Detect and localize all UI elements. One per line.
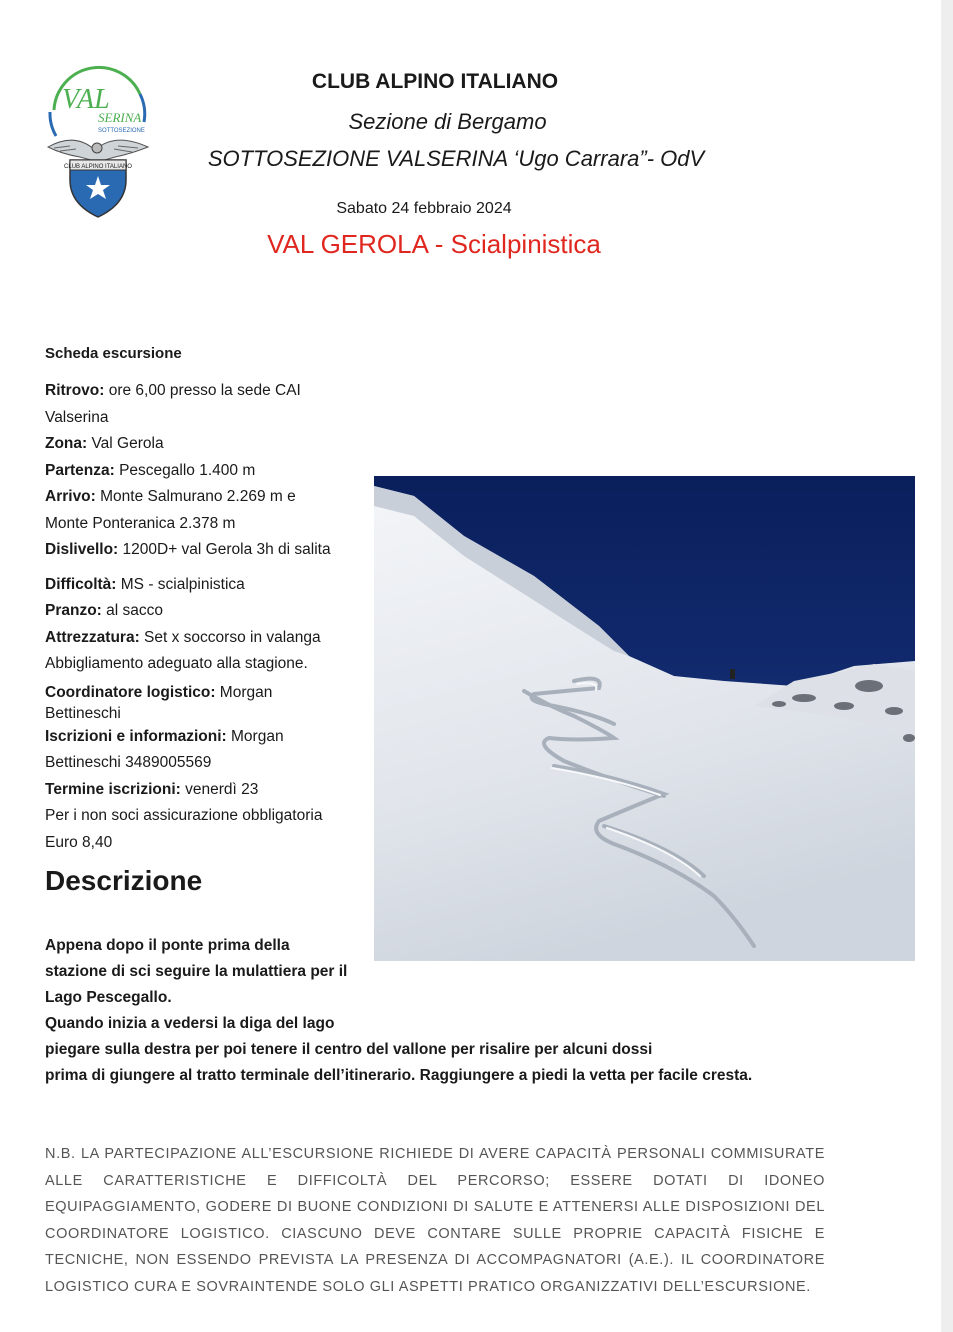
iscrizioni-row-2: Bettineschi 3489005569 (45, 754, 212, 771)
section-title: Sezione di Bergamo (348, 109, 547, 134)
partenza-value: Pescegallo 1.400 m (114, 461, 256, 479)
dislivello-value: 1200D+ val Gerola 3h di salita (118, 541, 331, 558)
scheda-heading: Scheda escursione (45, 345, 182, 362)
descrizione-text (45, 933, 845, 1089)
ski-slope-photo (374, 476, 915, 961)
termine-label: Termine iscrizioni: (45, 780, 181, 798)
dislivello-label: Dislivello: (45, 541, 119, 558)
pranzo-label: Pranzo: (45, 602, 102, 619)
club-title: CLUB ALPINO ITALIANO (311, 70, 559, 93)
coordinatore-row (45, 682, 365, 703)
attrezzatura-label: Attrezzatura: (45, 628, 140, 646)
difficolta-value: MS - scialpinistica (116, 575, 245, 593)
descrizione-line: Quando inizia a vedersi la diga del lago (45, 1015, 335, 1032)
scrollbar[interactable] (941, 0, 953, 1332)
event-title: VAL GEROLA - Scialpinistica (267, 229, 601, 259)
coordinatore-row-2: Bettineschi (45, 704, 121, 722)
iscrizioni-value: Morgan (226, 727, 284, 745)
arrivo-row (45, 484, 365, 511)
abbigliamento-row: Abbigliamento adeguato alla stagione. (45, 655, 308, 672)
descrizione-line: Lago Pescegallo. (45, 989, 172, 1006)
descrizione-line: prima di giungere al tratto terminale dell’itinerario. Raggiungere a piedi la vetta per facile cresta. (45, 1067, 753, 1084)
dislivello-row (45, 537, 365, 564)
logo-badge-text: CLUB ALPINO ITALIANO (64, 164, 132, 170)
coordinatore-label: Coordinatore logistico: (45, 683, 216, 701)
descrizione-line: piegare sulla destra per poi tenere il centro del vallone per risalire per alcuni dossi (45, 1041, 653, 1058)
descrizione-line: stazione di sci seguire la mulattiera per il (45, 963, 348, 980)
zona-label: Zona: (45, 435, 88, 452)
disclaimer-note: N.B. LA PARTECIPAZIONE ALL’ESCURSIONE RICHIEDE DI AVERE CAPACITÀ PERSONALI COMMISURATE ALLE CARATTERISTICHE E DIFFICOLTÀ DEL PERCORSO; ESSERE DOTATI DI IDONEO EQUIPAGGIAMENTO, GODERE DI BUONE CONDIZIONI DI SALUTE E ATTENERSI ALLE DISPOSIZIONI DEL COORDINATORE LOGISTICO. CIASCUNO DEVE CONTARE SULLE PROPRIE CAPACITÀ FISICHE E TECNICHE, NON ESSENDO PREVISTA LA PRESENZA DI ACCOMPAGNATORI (A.E.). IL COORDINATORE LOGISTICO CURA E SOVRAINTENDE SOLO GLI ASPETTI PRATICO ORGANIZZATIVI DELL’ESCURSIONE. (45, 1146, 825, 1295)
zona-value: Val Gerola (87, 435, 164, 452)
difficolta-row (45, 572, 365, 599)
arrivo-row-2: Monte Ponteranica 2.378 m (45, 514, 236, 532)
logo-serina-text: SERINA (98, 110, 142, 125)
coordinatore-value: Morgan (215, 683, 273, 701)
zona-row (45, 431, 365, 458)
partenza-label: Partenza: (45, 461, 115, 479)
pranzo-row (45, 598, 365, 625)
assicurazione-row: Per i non soci assicurazione obbligatoria (45, 807, 323, 824)
iscrizioni-row (45, 724, 365, 751)
subsection-title: SOTTOSEZIONE VALSERINA ‘Ugo Carrara”- OdV (207, 146, 705, 171)
ritrovo-row (45, 378, 365, 431)
iscrizioni-label: Iscrizioni e informazioni: (45, 727, 227, 745)
ritrovo-label: Ritrovo: (45, 382, 105, 399)
pranzo-value: al sacco (101, 602, 164, 619)
termine-value: venerdì 23 (180, 780, 259, 798)
event-date: Sabato 24 febbraio 2024 (336, 200, 512, 217)
logo-val-text: VAL (62, 84, 110, 115)
attrezzatura-row (45, 625, 365, 652)
termine-row (45, 777, 365, 804)
descrizione-heading: Descrizione (45, 865, 203, 896)
scheda-details (45, 378, 365, 856)
euro-row: Euro 8,40 (45, 833, 113, 851)
arrivo-value: Monte Salmurano 2.269 m e (95, 488, 296, 505)
partenza-row (45, 458, 365, 485)
descrizione-line: Appena dopo il ponte prima della (45, 937, 290, 954)
logo-sottosezione-text: SOTTOSEZIONE (98, 128, 145, 134)
attrezzatura-value: Set x soccorso in valanga (139, 628, 321, 646)
ritrovo-value: ore 6,00 presso la sede CAI Valserina (45, 382, 301, 426)
difficolta-label: Difficoltà: (45, 575, 117, 593)
arrivo-label: Arrivo: (45, 488, 96, 505)
